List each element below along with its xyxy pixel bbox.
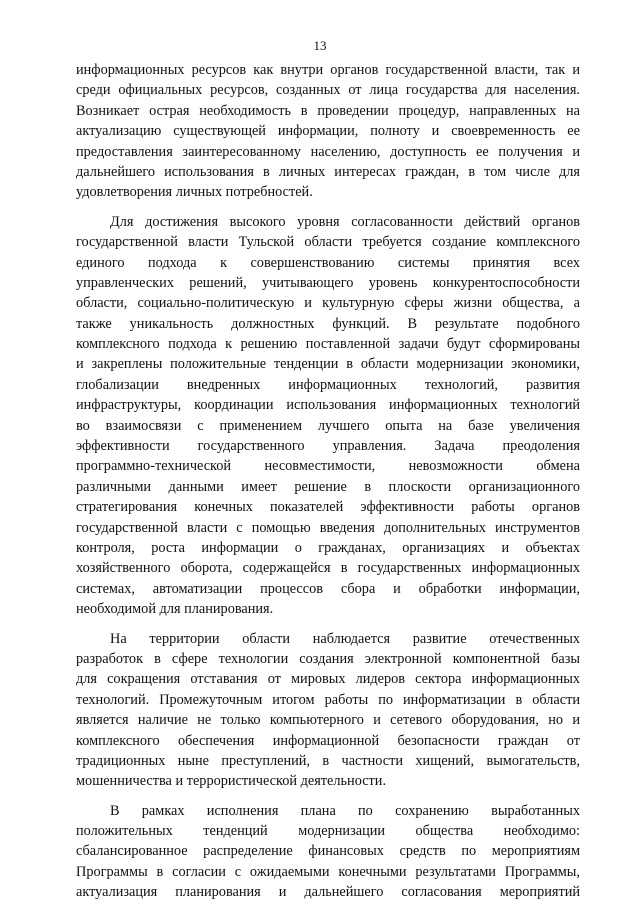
text-line: области, социально-политическую и культурную сферы жизни общества, а [76,295,580,312]
text-line: традиционных ныне преступлений, в частности хищений, вымогательств, [76,752,580,769]
text-line: для сокращения отставания от мировых лидеров сектора информационных [76,671,580,688]
paragraph-gap [76,203,580,212]
text-line: системах, автоматизации процессов сбора и обработки информации, [76,580,580,597]
text-line: государственной власти с помощью введения дополнительных инструментов [76,519,580,536]
text-line: программно-технической несовместимости, невозможности обмена [76,458,580,475]
paragraph [76,801,580,903]
text-line: эффективности государственного управления. Задача преодоления [76,438,580,455]
text-line: единого подхода к совершенствованию системы принятия всех [76,254,580,271]
text-line: во взаимосвязи с применением лучшего опыта на базе увеличения [76,417,580,434]
text-line: актуализация планирования и дальнейшего согласования мероприятий [76,884,580,901]
text-line: среди официальных ресурсов, созданных от лица государства для населения. [76,82,580,99]
text-line: разработок в сфере технологии создания электронной компонентной базы [76,650,580,667]
paragraph [76,212,580,620]
text-line: Возникает острая необходимость в проведении процедур, направленных на [76,102,580,119]
paragraph-gap [76,792,580,801]
text-line: На территории области наблюдается развитие отечественных [110,630,580,647]
text-line: актуализацию существующей информации, полноту и своевременность ее [76,123,580,140]
text-line: мошенничества и террористической деятельности. [76,773,387,790]
text-line: комплексного обеспечения информационной безопасности граждан от [76,732,580,749]
text-line: является наличие не только компьютерного и сетевого оборудования, но и [76,712,580,729]
text-line: положительных тенденций модернизации общества необходимо: [76,823,580,840]
text-line: сбалансированное распределение финансовых средств по мероприятиям [76,843,580,860]
text-line: инфраструктуры, координации использования информационных технологий [76,397,580,414]
text-line: различными данными имеет решение в плоскости организационного [76,478,580,495]
text-line: хозяйственного оборота, содержащейся в государственных информационных [76,560,580,577]
text-line: удовлетворения личных потребностей. [76,184,313,201]
text-line: управленческих решений, учитывающего уровень конкурентоспособности [76,274,580,291]
document-body [76,60,580,903]
text-line: стратегирования конечных показателей эффективности работы органов [76,499,580,516]
text-line: предоставления заинтересованному населению, доступность ее получения и [76,143,580,160]
text-line: необходимой для планирования. [76,601,274,618]
text-line: также уникальность должностных функций. В результате подобного [76,315,580,332]
page-number: 13 [313,38,327,53]
paragraph [76,60,580,203]
paragraph-gap [76,620,580,629]
text-line: и закреплены положительные тенденции в области модернизации экономики, [76,356,580,373]
text-line: Программы в согласии с ожидаемыми конечными результатами Программы, [76,863,580,880]
text-line: глобализации внедренных информационных технологий, развития [76,376,580,393]
text-line: технологий. Промежуточным итогом работы по информатизации в области [76,691,580,708]
text-line: информационных ресурсов как внутри органов государственной власти, так и [76,62,580,78]
text-line: В рамках исполнения плана по сохранению выработанных [110,802,580,819]
text-line: контроля, роста информации о гражданах, организациях и объектах [76,539,580,556]
text-line: Для достижения высокого уровня согласованности действий органов [110,213,580,230]
text-line: комплексного подхода к решению поставленной задачи будут сформированы [76,336,580,353]
paragraph [76,629,580,792]
text-line: дальнейшего использования в личных интересах граждан, в том числе для [76,163,580,180]
text-line: государственной власти Тульской области требуется создание комплексного [76,234,580,251]
